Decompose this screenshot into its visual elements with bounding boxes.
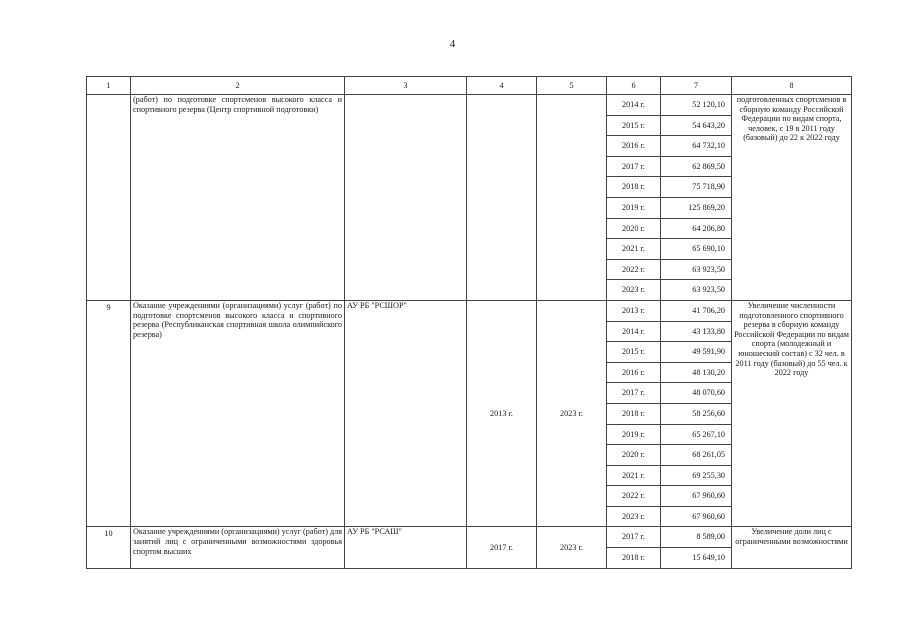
- header-cell: 2: [131, 77, 345, 95]
- table-row: [87, 95, 852, 116]
- funding-amount: 15 649,10: [661, 548, 732, 569]
- start-year: 2017 г.: [467, 527, 537, 568]
- funding-amount: 48 070,60: [661, 383, 732, 404]
- funding-amount: 52 120,10: [661, 95, 732, 116]
- expected-result: Увеличение численности подготовленного спортивного резерва в сборную команду Российской Федерации по видам спорта (молодежный и юношеский состав) с 32 чел. в 2011 году (базовый) до 55 чел. к 2022 году: [732, 300, 852, 527]
- funding-year: 2020 г.: [607, 445, 661, 466]
- organization: АУ РБ "РСШОР": [345, 300, 467, 527]
- organization: АУ РБ "РСАШ": [345, 527, 467, 568]
- funding-year: 2015 г.: [607, 115, 661, 136]
- funding-amount: 48 130,20: [661, 362, 732, 383]
- table-row: [87, 300, 852, 321]
- header-cell: 3: [345, 77, 467, 95]
- funding-year: 2014 г.: [607, 321, 661, 342]
- header-cell: 4: [467, 77, 537, 95]
- funding-amount: 125 869,20: [661, 197, 732, 218]
- funding-amount: 41 706,20: [661, 300, 732, 321]
- funding-year: 2017 г.: [607, 527, 661, 548]
- header-cell: 1: [87, 77, 131, 95]
- funding-year: 2021 г.: [607, 239, 661, 260]
- funding-amount: 62 869,50: [661, 156, 732, 177]
- funding-amount: 58 256,60: [661, 403, 732, 424]
- funding-amount: 69 255,30: [661, 465, 732, 486]
- funding-year: 2016 г.: [607, 136, 661, 157]
- header-cell: 7: [661, 77, 732, 95]
- expected-result: подготовленных спортсменов в сборную команду Российской Федерации по видам спорта, человек, с 19 в 2011 году (базовый) до 22 к 2022 году: [732, 95, 852, 301]
- row-number: 9: [87, 300, 131, 527]
- funding-year: 2022 г.: [607, 259, 661, 280]
- funding-amount: 68 261,05: [661, 445, 732, 466]
- funding-amount: 65 690,10: [661, 239, 732, 260]
- funding-year: 2013 г.: [607, 300, 661, 321]
- funding-year: 2015 г.: [607, 342, 661, 363]
- end-year: 2023 г.: [537, 527, 607, 568]
- end-year: [537, 95, 607, 301]
- funding-amount: 63 923,50: [661, 280, 732, 301]
- funding-amount: 64 732,10: [661, 136, 732, 157]
- funding-amount: 67 960,60: [661, 486, 732, 507]
- end-year: 2023 г.: [537, 300, 607, 527]
- funding-year: 2021 г.: [607, 465, 661, 486]
- funding-year: 2018 г.: [607, 177, 661, 198]
- funding-year: 2017 г.: [607, 383, 661, 404]
- table-row: [87, 527, 852, 548]
- program-table: [86, 76, 852, 569]
- funding-year: 2018 г.: [607, 548, 661, 569]
- funding-year: 2017 г.: [607, 156, 661, 177]
- funding-amount: 67 960,60: [661, 506, 732, 527]
- page-number: 4: [449, 38, 456, 50]
- funding-year: 2020 г.: [607, 218, 661, 239]
- funding-year: 2019 г.: [607, 197, 661, 218]
- funding-amount: 43 133,80: [661, 321, 732, 342]
- header-row: [87, 77, 852, 95]
- funding-amount: 63 923,50: [661, 259, 732, 280]
- funding-amount: 49 591,90: [661, 342, 732, 363]
- funding-amount: 54 643,20: [661, 115, 732, 136]
- funding-amount: 65 267,10: [661, 424, 732, 445]
- start-year: 2013 г.: [467, 300, 537, 527]
- organization: [345, 95, 467, 301]
- funding-year: 2016 г.: [607, 362, 661, 383]
- funding-year: 2014 г.: [607, 95, 661, 116]
- activity-name: (работ) по подготовке спортсменов высокого класса и спортивного резерва (Центр спортивной подготовки): [131, 95, 345, 301]
- row-number: 10: [87, 527, 131, 568]
- row-number: [87, 95, 131, 301]
- funding-year: 2019 г.: [607, 424, 661, 445]
- funding-year: 2018 г.: [607, 403, 661, 424]
- funding-year: 2022 г.: [607, 486, 661, 507]
- header-cell: 6: [607, 77, 661, 95]
- funding-amount: 64 206,80: [661, 218, 732, 239]
- funding-amount: 8 589,00: [661, 527, 732, 548]
- expected-result: Увеличение доли лиц с ограниченными возможностями: [732, 527, 852, 568]
- header-cell: 8: [732, 77, 852, 95]
- funding-amount: 75 718,90: [661, 177, 732, 198]
- activity-name: Оказание учреждениями (организациями) услуг (работ) по подготовке спортсменов высокого класса и спортивного резерва (Республиканская спортивная школа олимпийского резерва): [131, 300, 345, 527]
- header-cell: 5: [537, 77, 607, 95]
- start-year: [467, 95, 537, 301]
- activity-name: Оказание учреждениями (организациями) услуг (работ) для занятий лиц с ограниченными возможностями здоровья спортом высших: [131, 527, 345, 568]
- funding-year: 2023 г.: [607, 280, 661, 301]
- funding-year: 2023 г.: [607, 506, 661, 527]
